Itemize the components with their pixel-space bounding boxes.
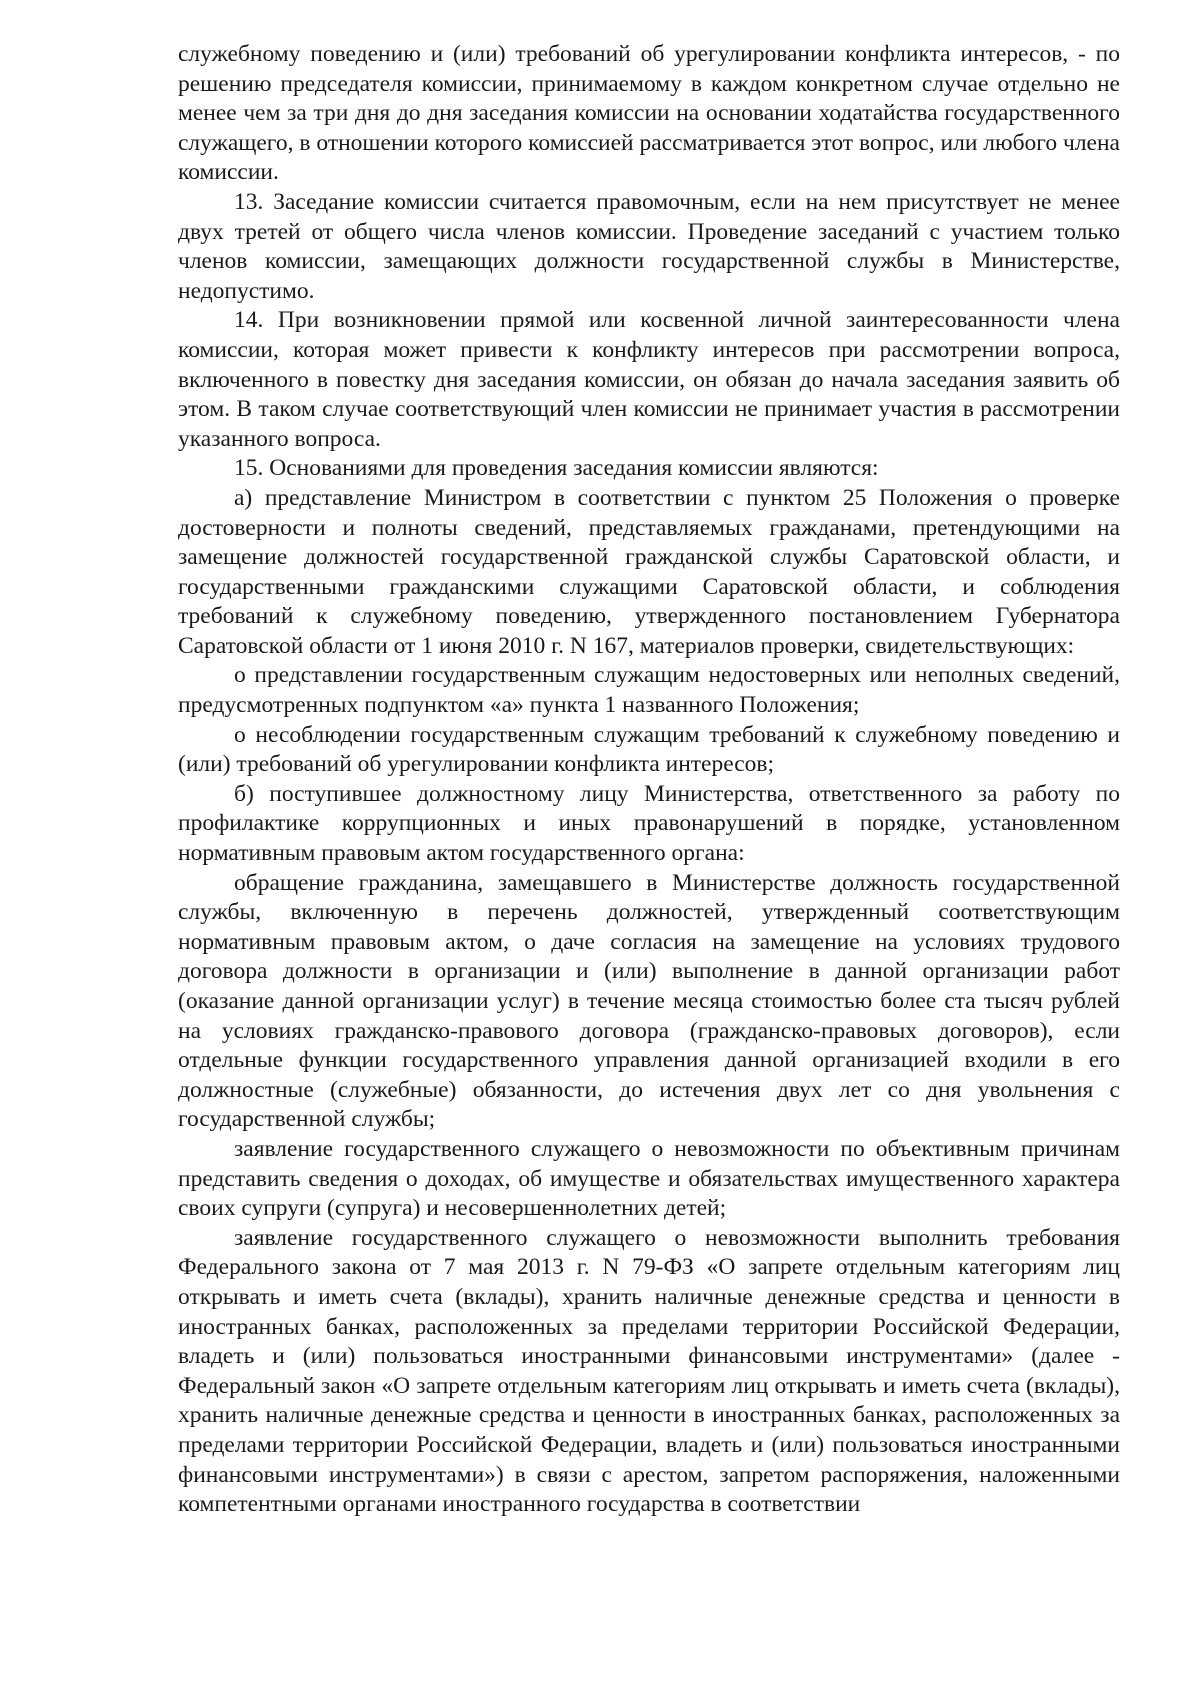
paragraph-15-a-item-1: о представлении государственным служащим недостоверных или неполных сведений, предусмотренных подпунктом «а» пункта 1 названного Положения; xyxy=(178,662,1120,719)
paragraph-15-a-item-2: о несоблюдении государственным служащим требований к служебному поведению и (или) требований об урегулировании конфликта интересов; xyxy=(178,721,1120,778)
paragraph-15: 15. Основаниями для проведения заседания комиссии являются: xyxy=(234,455,879,482)
paragraph-15-a: а) представление Министром в соответствии с пунктом 25 Положения о проверке достоверности и полноты сведений, представляемых гражданами, претендующими на замещение должностей государственной гражданской службы Саратовской области, и государственными гражданскими служащими Саратовской области, и соблюдения требований к служебному поведению, утвержденного постановлением Губернатора Саратовской области от 1 июня 2010 г. N 167, материалов проверки, свидетельствующих: xyxy=(178,484,1120,659)
document-page xyxy=(178,40,1120,1520)
paragraph-15-b-item-3: заявление государственного служащего о невозможности выполнить требования Федерального закона от 7 мая 2013 г. N 79-ФЗ «О запрете отдельным категориям лиц открывать и иметь счета (вклады), хранить наличные денежные средства и ценности в иностранных банках, расположенных за пределами территории Российской Федерации, владеть и (или) пользоваться иностранными финансовыми инструментами» (далее - Федеральный закон «О запрете отдельным категориям лиц открывать и иметь счета (вклады), хранить наличные денежные средства и ценности в иностранных банках, расположенных за пределами территории Российской Федерации, владеть и (или) пользоваться иностранными финансовыми инструментами») в связи с арестом, запретом распоряжения, наложенными компетентными органами иностранного государства в соответствии xyxy=(178,1224,1120,1518)
paragraph-15-b-item-2: заявление государственного служащего о невозможности по объективным причинам представить сведения о доходах, об имуществе и обязательствах имущественного характера своих супруги (супруга) и несовершеннолетних детей; xyxy=(178,1135,1120,1222)
paragraph-15-b-item-1: обращение гражданина, замещавшего в Министерстве должность государственной службы, включенную в перечень должностей, утвержденный соответствующим нормативным правовым актом, о даче согласия на замещение на условиях трудового договора должности в организации и (или) выполнение в данной организации работ (оказание данной организации услуг) в течение месяца стоимостью более ста тысяч рублей на условиях гражданско-правового договора (гражданско-правовых договоров), если отдельные функции государственного управления данной организацией входили в его должностные (служебные) обязанности, до истечения двух лет со дня увольнения с государственной службы; xyxy=(178,869,1120,1133)
paragraph-continuation: служебному поведению и (или) требований об урегулировании конфликта интересов, - по решению председателя комиссии, принимаемому в каждом конкретном случае отдельно не менее чем за три дня до дня заседания комиссии на основании ходатайства государственного служащего, в отношении которого комиссией рассматривается этот вопрос, или любого члена комиссии. xyxy=(178,41,1120,186)
paragraph-13: 13. Заседание комиссии считается правомочным, если на нем присутствует не менее двух третей от общего числа членов комиссии. Проведение заседаний с участием только членов комиссии, замещающих должности государственной службы в Министерстве, недопустимо. xyxy=(178,188,1120,304)
paragraph-15-b: б) поступившее должностному лицу Министерства, ответственного за работу по профилактике коррупционных и иных правонарушений в порядке, установленном нормативным правовым актом государственного органа: xyxy=(178,780,1120,867)
paragraph-14: 14. При возникновении прямой или косвенной личной заинтересованности члена комиссии, которая может привести к конфликту интересов при рассмотрении вопроса, включенного в повестку дня заседания комиссии, он обязан до начала заседания заявить об этом. В таком случае соответствующий член комиссии не принимает участия в рассмотрении указанного вопроса. xyxy=(178,307,1120,452)
